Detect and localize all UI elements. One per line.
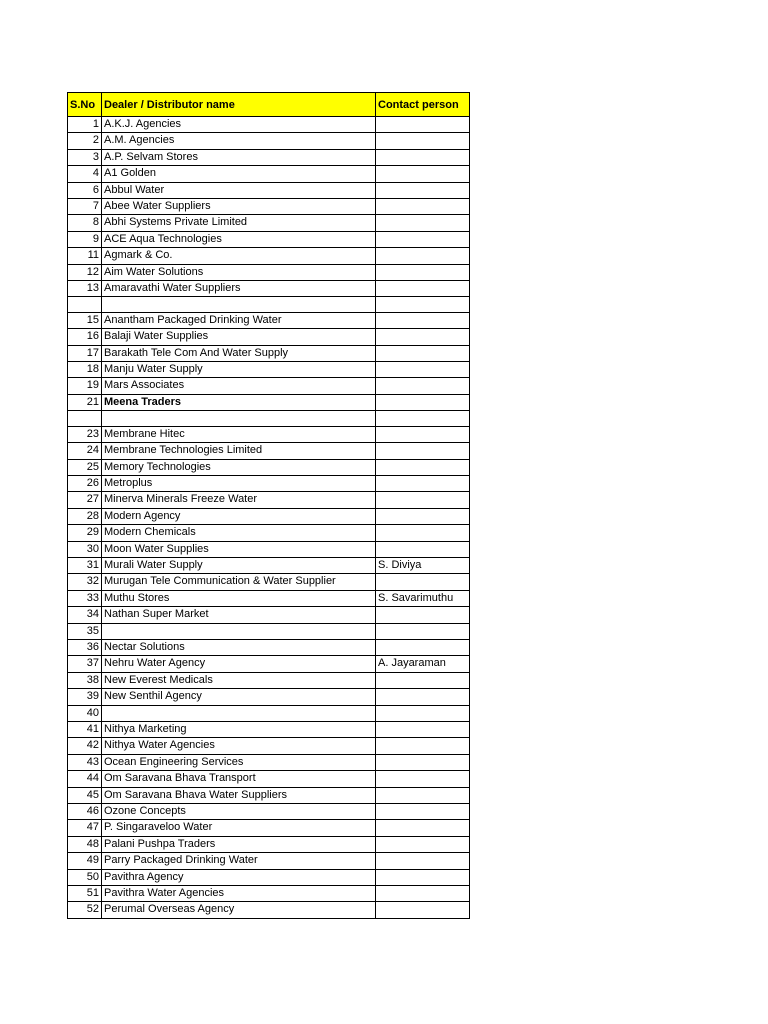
cell-contact-person[interactable] bbox=[376, 199, 470, 215]
cell-sno[interactable]: 26 bbox=[68, 475, 102, 491]
cell-dealer-name[interactable]: Om Saravana Bhava Transport bbox=[102, 771, 376, 787]
cell-contact-person[interactable] bbox=[376, 525, 470, 541]
cell-contact-person[interactable] bbox=[376, 869, 470, 885]
table-row bbox=[68, 117, 470, 133]
table-row bbox=[68, 362, 470, 378]
cell-contact-person[interactable] bbox=[376, 771, 470, 787]
cell-dealer-name[interactable]: New Senthil Agency bbox=[102, 689, 376, 705]
cell-dealer-name[interactable]: Barakath Tele Com And Water Supply bbox=[102, 345, 376, 361]
cell-dealer-name[interactable]: Membrane Technologies Limited bbox=[102, 443, 376, 459]
cell-contact-person[interactable] bbox=[376, 541, 470, 557]
cell-dealer-name[interactable] bbox=[102, 411, 376, 426]
table-row bbox=[68, 541, 470, 557]
cell-sno[interactable]: 19 bbox=[68, 378, 102, 394]
cell-dealer-name[interactable]: Metroplus bbox=[102, 475, 376, 491]
cell-contact-person[interactable] bbox=[376, 804, 470, 820]
table-row bbox=[68, 689, 470, 705]
cell-contact-person[interactable] bbox=[376, 623, 470, 639]
cell-dealer-name[interactable]: Pavithra Agency bbox=[102, 869, 376, 885]
table-row bbox=[68, 378, 470, 394]
table-row bbox=[68, 312, 470, 328]
cell-contact-person[interactable] bbox=[376, 738, 470, 754]
cell-dealer-name[interactable]: Palani Pushpa Traders bbox=[102, 836, 376, 852]
cell-sno[interactable]: 30 bbox=[68, 541, 102, 557]
cell-dealer-name[interactable]: A.P. Selvam Stores bbox=[102, 149, 376, 165]
cell-contact-person[interactable] bbox=[376, 689, 470, 705]
cell-sno[interactable]: 35 bbox=[68, 623, 102, 639]
cell-contact-person[interactable] bbox=[376, 133, 470, 149]
cell-contact-person[interactable] bbox=[376, 672, 470, 688]
table-row bbox=[68, 329, 470, 345]
cell-dealer-name[interactable]: A1 Golden bbox=[102, 166, 376, 182]
table-row bbox=[68, 607, 470, 623]
cell-contact-person[interactable] bbox=[376, 787, 470, 803]
cell-dealer-name[interactable]: ACE Aqua Technologies bbox=[102, 231, 376, 247]
cell-sno[interactable]: 39 bbox=[68, 689, 102, 705]
cell-dealer-name[interactable]: Modern Agency bbox=[102, 508, 376, 524]
table-row bbox=[68, 853, 470, 869]
table-row bbox=[68, 345, 470, 361]
cell-sno[interactable]: 12 bbox=[68, 264, 102, 280]
cell-dealer-name[interactable]: New Everest Medicals bbox=[102, 672, 376, 688]
cell-dealer-name[interactable]: Balaji Water Supplies bbox=[102, 329, 376, 345]
cell-sno[interactable]: 43 bbox=[68, 754, 102, 770]
cell-contact-person[interactable] bbox=[376, 182, 470, 198]
table-row bbox=[68, 804, 470, 820]
table-row bbox=[68, 623, 470, 639]
cell-contact-person[interactable] bbox=[376, 492, 470, 508]
cell-contact-person[interactable] bbox=[376, 820, 470, 836]
table-row bbox=[68, 264, 470, 280]
cell-contact-person[interactable] bbox=[376, 281, 470, 297]
cell-sno[interactable]: 2 bbox=[68, 133, 102, 149]
table-row bbox=[68, 248, 470, 264]
cell-contact-person[interactable] bbox=[376, 378, 470, 394]
cell-dealer-name[interactable]: Perumal Overseas Agency bbox=[102, 902, 376, 918]
cell-contact-person[interactable] bbox=[376, 312, 470, 328]
cell-contact-person[interactable] bbox=[376, 607, 470, 623]
cell-contact-person[interactable] bbox=[376, 853, 470, 869]
cell-sno[interactable]: 9 bbox=[68, 231, 102, 247]
cell-contact-person[interactable] bbox=[376, 215, 470, 231]
table-row bbox=[68, 754, 470, 770]
table-row bbox=[68, 443, 470, 459]
cell-sno[interactable]: 7 bbox=[68, 199, 102, 215]
table-row bbox=[68, 149, 470, 165]
cell-dealer-name[interactable]: Memory Technologies bbox=[102, 459, 376, 475]
header-contact-person[interactable]: Contact person bbox=[376, 93, 470, 117]
cell-sno[interactable]: 37 bbox=[68, 656, 102, 672]
cell-sno[interactable]: 47 bbox=[68, 820, 102, 836]
cell-contact-person[interactable] bbox=[376, 329, 470, 345]
cell-sno[interactable]: 4 bbox=[68, 166, 102, 182]
cell-sno[interactable]: 32 bbox=[68, 574, 102, 590]
cell-sno[interactable]: 51 bbox=[68, 886, 102, 902]
cell-sno[interactable] bbox=[68, 411, 102, 426]
cell-contact-person[interactable] bbox=[376, 886, 470, 902]
cell-dealer-name[interactable]: P. Singaraveloo Water bbox=[102, 820, 376, 836]
cell-contact-person[interactable] bbox=[376, 574, 470, 590]
cell-dealer-name[interactable]: Nathan Super Market bbox=[102, 607, 376, 623]
cell-contact-person[interactable] bbox=[376, 411, 470, 426]
cell-sno[interactable]: 48 bbox=[68, 836, 102, 852]
header-dealer-name[interactable]: Dealer / Distributor name bbox=[102, 93, 376, 117]
cell-contact-person[interactable]: S. Savarimuthu bbox=[376, 590, 470, 606]
cell-contact-person[interactable] bbox=[376, 754, 470, 770]
cell-sno[interactable]: 11 bbox=[68, 248, 102, 264]
cell-dealer-name[interactable]: Meena Traders bbox=[102, 394, 376, 410]
cell-sno[interactable]: 31 bbox=[68, 557, 102, 573]
table-row bbox=[68, 475, 470, 491]
cell-dealer-name[interactable]: Ozone Concepts bbox=[102, 804, 376, 820]
cell-dealer-name[interactable]: Agmark & Co. bbox=[102, 248, 376, 264]
table-row bbox=[68, 297, 470, 312]
cell-contact-person[interactable] bbox=[376, 722, 470, 738]
cell-dealer-name[interactable]: Mars Associates bbox=[102, 378, 376, 394]
table-row bbox=[68, 231, 470, 247]
cell-contact-person[interactable]: A. Jayaraman bbox=[376, 656, 470, 672]
cell-contact-person[interactable] bbox=[376, 166, 470, 182]
header-sno[interactable]: S.No bbox=[68, 93, 102, 117]
cell-contact-person[interactable] bbox=[376, 639, 470, 655]
cell-contact-person[interactable] bbox=[376, 394, 470, 410]
cell-contact-person[interactable] bbox=[376, 149, 470, 165]
cell-sno[interactable]: 34 bbox=[68, 607, 102, 623]
cell-sno[interactable]: 40 bbox=[68, 705, 102, 721]
cell-dealer-name[interactable]: Om Saravana Bhava Water Suppliers bbox=[102, 787, 376, 803]
cell-dealer-name[interactable]: Modern Chemicals bbox=[102, 525, 376, 541]
cell-dealer-name[interactable] bbox=[102, 705, 376, 721]
table-row bbox=[68, 639, 470, 655]
cell-contact-person[interactable] bbox=[376, 475, 470, 491]
table-row bbox=[68, 771, 470, 787]
cell-contact-person[interactable] bbox=[376, 345, 470, 361]
table-row bbox=[68, 411, 470, 426]
table-row bbox=[68, 426, 470, 442]
cell-contact-person[interactable] bbox=[376, 297, 470, 312]
header-row bbox=[68, 93, 470, 117]
cell-sno[interactable]: 16 bbox=[68, 329, 102, 345]
cell-sno[interactable]: 3 bbox=[68, 149, 102, 165]
table-row bbox=[68, 738, 470, 754]
cell-sno[interactable]: 1 bbox=[68, 117, 102, 133]
cell-dealer-name[interactable]: Moon Water Supplies bbox=[102, 541, 376, 557]
cell-sno[interactable]: 46 bbox=[68, 804, 102, 820]
cell-contact-person[interactable] bbox=[376, 459, 470, 475]
cell-contact-person[interactable] bbox=[376, 902, 470, 918]
cell-contact-person[interactable] bbox=[376, 231, 470, 247]
cell-dealer-name[interactable]: Abhi Systems Private Limited bbox=[102, 215, 376, 231]
table-row bbox=[68, 672, 470, 688]
cell-sno[interactable]: 18 bbox=[68, 362, 102, 378]
cell-dealer-name[interactable]: Abbul Water bbox=[102, 182, 376, 198]
cell-sno[interactable]: 15 bbox=[68, 312, 102, 328]
cell-sno[interactable]: 36 bbox=[68, 639, 102, 655]
cell-dealer-name[interactable]: Muthu Stores bbox=[102, 590, 376, 606]
dealer-sheet bbox=[67, 92, 469, 919]
cell-dealer-name[interactable]: Parry Packaged Drinking Water bbox=[102, 853, 376, 869]
cell-contact-person[interactable] bbox=[376, 248, 470, 264]
cell-dealer-name[interactable]: Nithya Water Agencies bbox=[102, 738, 376, 754]
cell-dealer-name[interactable]: Nithya Marketing bbox=[102, 722, 376, 738]
cell-dealer-name[interactable]: A.K.J. Agencies bbox=[102, 117, 376, 133]
cell-dealer-name[interactable]: Pavithra Water Agencies bbox=[102, 886, 376, 902]
cell-sno[interactable]: 29 bbox=[68, 525, 102, 541]
cell-sno[interactable]: 28 bbox=[68, 508, 102, 524]
cell-dealer-name[interactable]: A.M. Agencies bbox=[102, 133, 376, 149]
table-row bbox=[68, 902, 470, 918]
cell-dealer-name[interactable]: Nehru Water Agency bbox=[102, 656, 376, 672]
table-row bbox=[68, 525, 470, 541]
dealer-table bbox=[67, 92, 470, 919]
cell-sno[interactable]: 23 bbox=[68, 426, 102, 442]
cell-contact-person[interactable]: S. Diviya bbox=[376, 557, 470, 573]
cell-dealer-name[interactable]: Manju Water Supply bbox=[102, 362, 376, 378]
cell-dealer-name[interactable]: Murali Water Supply bbox=[102, 557, 376, 573]
table-row bbox=[68, 199, 470, 215]
table-row bbox=[68, 557, 470, 573]
table-row bbox=[68, 656, 470, 672]
table-row bbox=[68, 281, 470, 297]
cell-dealer-name[interactable]: Minerva Minerals Freeze Water bbox=[102, 492, 376, 508]
table-row bbox=[68, 590, 470, 606]
cell-contact-person[interactable] bbox=[376, 443, 470, 459]
table-row bbox=[68, 166, 470, 182]
cell-sno[interactable]: 44 bbox=[68, 771, 102, 787]
cell-sno[interactable]: 17 bbox=[68, 345, 102, 361]
cell-dealer-name[interactable]: Anantham Packaged Drinking Water bbox=[102, 312, 376, 328]
cell-dealer-name[interactable]: Ocean Engineering Services bbox=[102, 754, 376, 770]
table-row bbox=[68, 787, 470, 803]
cell-sno[interactable]: 41 bbox=[68, 722, 102, 738]
cell-dealer-name[interactable] bbox=[102, 623, 376, 639]
cell-dealer-name[interactable]: Nectar Solutions bbox=[102, 639, 376, 655]
cell-dealer-name[interactable]: Membrane Hitec bbox=[102, 426, 376, 442]
table-row bbox=[68, 508, 470, 524]
cell-dealer-name[interactable]: Murugan Tele Communication & Water Supplier bbox=[102, 574, 376, 590]
cell-sno[interactable]: 27 bbox=[68, 492, 102, 508]
cell-sno[interactable] bbox=[68, 297, 102, 312]
table-body bbox=[68, 117, 470, 919]
cell-sno[interactable]: 38 bbox=[68, 672, 102, 688]
table-row bbox=[68, 836, 470, 852]
cell-contact-person[interactable] bbox=[376, 705, 470, 721]
table-row bbox=[68, 574, 470, 590]
table-row bbox=[68, 705, 470, 721]
cell-sno[interactable]: 25 bbox=[68, 459, 102, 475]
cell-dealer-name[interactable]: Amaravathi Water Suppliers bbox=[102, 281, 376, 297]
cell-sno[interactable]: 50 bbox=[68, 869, 102, 885]
table-row bbox=[68, 459, 470, 475]
table-row bbox=[68, 182, 470, 198]
table-row bbox=[68, 133, 470, 149]
cell-dealer-name[interactable]: Abee Water Suppliers bbox=[102, 199, 376, 215]
cell-contact-person[interactable] bbox=[376, 264, 470, 280]
cell-sno[interactable]: 6 bbox=[68, 182, 102, 198]
cell-contact-person[interactable] bbox=[376, 836, 470, 852]
cell-sno[interactable]: 52 bbox=[68, 902, 102, 918]
cell-sno[interactable]: 49 bbox=[68, 853, 102, 869]
cell-sno[interactable]: 33 bbox=[68, 590, 102, 606]
cell-dealer-name[interactable]: Aim Water Solutions bbox=[102, 264, 376, 280]
cell-sno[interactable]: 45 bbox=[68, 787, 102, 803]
table-row bbox=[68, 394, 470, 410]
cell-sno[interactable]: 42 bbox=[68, 738, 102, 754]
table-row bbox=[68, 886, 470, 902]
table-row bbox=[68, 722, 470, 738]
cell-contact-person[interactable] bbox=[376, 426, 470, 442]
cell-sno[interactable]: 8 bbox=[68, 215, 102, 231]
table-row bbox=[68, 492, 470, 508]
cell-contact-person[interactable] bbox=[376, 117, 470, 133]
cell-sno[interactable]: 24 bbox=[68, 443, 102, 459]
cell-dealer-name[interactable] bbox=[102, 297, 376, 312]
table-row bbox=[68, 869, 470, 885]
cell-sno[interactable]: 21 bbox=[68, 394, 102, 410]
table-row bbox=[68, 820, 470, 836]
cell-contact-person[interactable] bbox=[376, 362, 470, 378]
table-row bbox=[68, 215, 470, 231]
cell-sno[interactable]: 13 bbox=[68, 281, 102, 297]
cell-contact-person[interactable] bbox=[376, 508, 470, 524]
